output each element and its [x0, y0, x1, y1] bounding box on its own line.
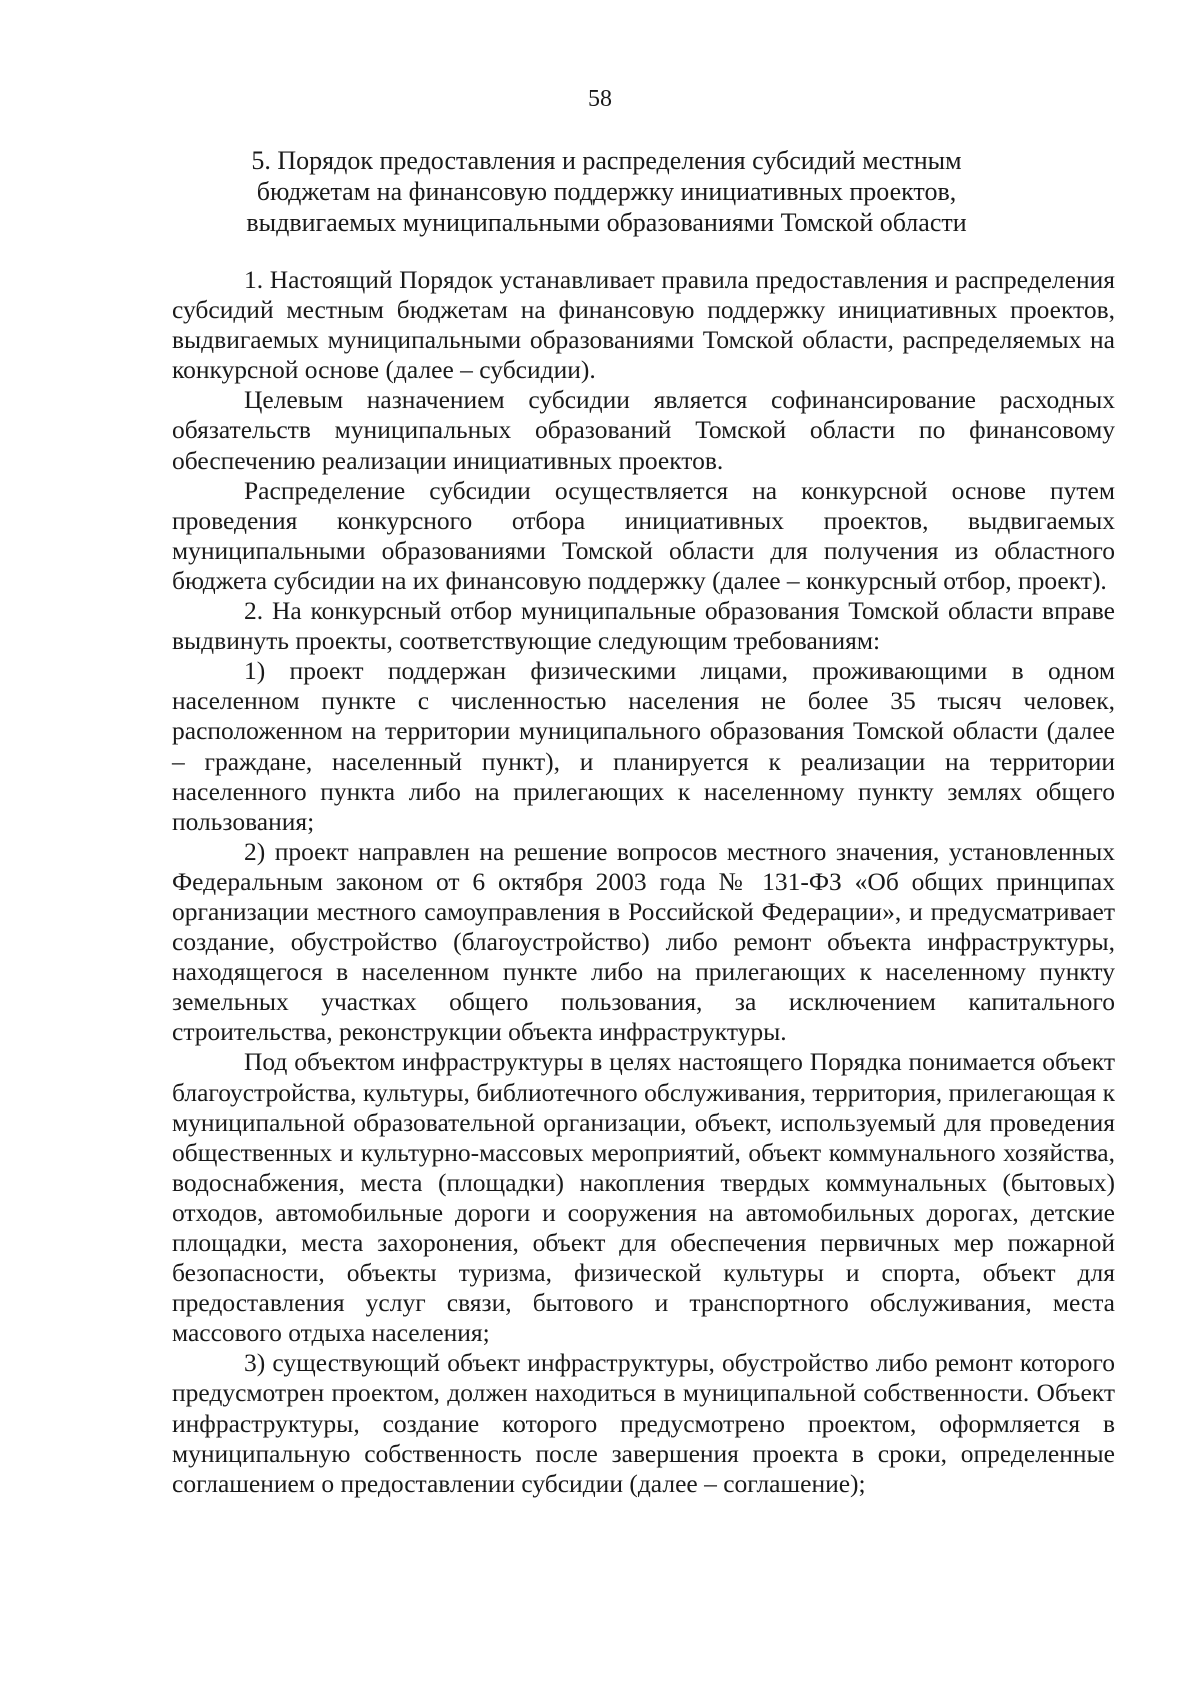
requirement-3: 3) существующий объект инфраструктуры, обустройство либо ремонт которого предусмотрен проектом, должен находиться в муниципальной собственности. Объект инфраструктуры, создание которого предусмотрено проектом, оформляется в муниципальную собственность после завершения проекта в сроки, определенные соглашением о предоставлении субсидии (далее – соглашение);	[172, 1348, 1115, 1498]
paragraph-1-purpose: 1. Настоящий Порядок устанавливает правила предоставления и распределения субсидий местным бюджетам на финансовую поддержку инициативных проектов, выдвигаемых муниципальными образованиями Томской области, распределяемых на конкурсной основе (далее – субсидии).	[172, 265, 1115, 385]
paragraph-distribution: Распределение субсидии осуществляется на конкурсной основе путем проведения конкурсного отбора инициативных проектов, выдвигаемых муниципальными образованиями Томской области для получения из областного бюджета субсидии на их финансовую поддержку (далее – конкурсный отбор, проект).	[172, 475, 1115, 595]
page-number: 58	[588, 86, 612, 112]
heading-line: 5. Порядок предоставления и распределения субсидий местным	[251, 146, 962, 175]
heading-line: выдвигаемых муниципальными образованиями Томской области	[246, 208, 967, 237]
section-heading	[160, 145, 1053, 238]
paragraph-infrastructure-definition: Под объектом инфраструктуры в целях настоящего Порядка понимается объект благоустройства, культуры, библиотечного обслуживания, территория, прилегающая к муниципальной образовательной организации, объект, используемый для проведения общественных и культурно-массовых мероприятий, объект коммунального хозяйства, водоснабжения, места (площадки) накопления твердых коммунальных (бытовых) отходов, автомобильные дороги и сооружения на автомобильных дорогах, детские площадки, места захоронения, объект для обеспечения первичных мер пожарной безопасности, объекты туризма, физической культуры и спорта, объект для предоставления услуг связи, бытового и транспортного обслуживания, места массового отдыха населения;	[172, 1047, 1115, 1348]
document-body	[172, 265, 1115, 1499]
requirement-2: 2) проект направлен на решение вопросов местного значения, установленных Федеральным законом от 6 октября 2003 года № 131-ФЗ «Об общих принципах организации местного самоуправления в Российской Федерации», и предусматривает создание, обустройство (благоустройство) либо ремонт объекта инфраструктуры, находящегося в населенном пункте либо на прилегающих к населенному пункту земельных участках общего пользования, за исключением капитального строительства, реконструкции объекта инфраструктуры.	[172, 836, 1115, 1047]
paragraph-target: Целевым назначением субсидии является софинансирование расходных обязательств муниципальных образований Томской области по финансовому обеспечению реализации инициативных проектов.	[172, 385, 1115, 475]
heading-line: бюджетам на финансовую поддержку инициативных проектов,	[256, 177, 957, 206]
requirement-1: 1) проект поддержан физическими лицами, проживающими в одном населенном пункте с численностью населения не более 35 тысяч человек, расположенном на территории муниципального образования Томской области (далее – граждане, населенный пункт), и планируется к реализации на территории населенного пункта либо на прилегающих к населенному пункту землях общего пользования;	[172, 656, 1115, 836]
paragraph-2-requirements: 2. На конкурсный отбор муниципальные образования Томской области вправе выдвинуть проекты, соответствующие следующим требованиям:	[172, 596, 1115, 656]
